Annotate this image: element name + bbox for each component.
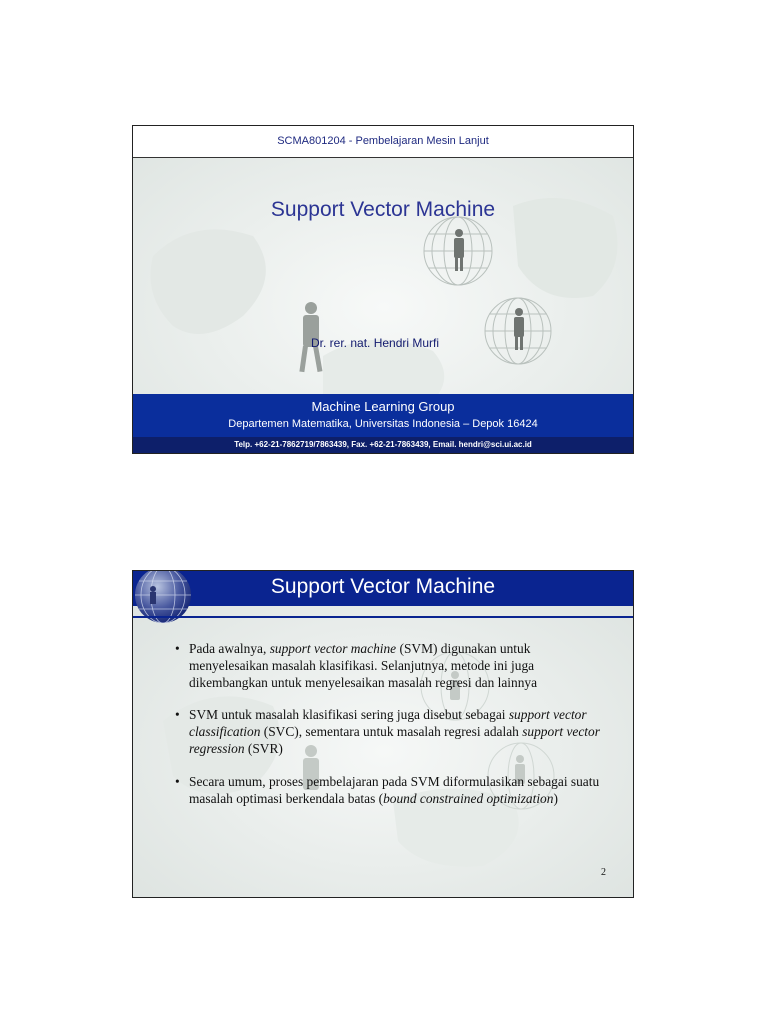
- bullet-italic-term: support vector classification: [189, 707, 587, 740]
- department-address: Departemen Matematika, Universitas Indonesia – Depok 16424: [228, 418, 538, 430]
- bullet-marker: •: [175, 773, 180, 789]
- page-number: 2: [601, 867, 606, 878]
- bullet-text: SVM untuk masalah klasifikasi sering juga disebut sebagai: [189, 707, 509, 723]
- bullet-text: ): [553, 790, 558, 806]
- header-divider: [133, 616, 633, 618]
- bullet-text: Secara umum, proses pembelajaran pada SVM diformulasikan sebagai suatu masalah optimasi berkendala batas (: [189, 773, 600, 806]
- bullet-marker: •: [175, 641, 180, 656]
- title-slide: [132, 125, 634, 454]
- course-header: SCMA801204 - Pembelajaran Mesin Lanjut: [133, 126, 633, 158]
- bullet-text: (SVM) digunakan untuk menyelesaikan masalah klasifikasi. Selanjutnya, metode ini juga dikembangkan untuk menyelesaikan masalah regresi dan lainnya: [189, 641, 538, 690]
- group-name: Machine Learning Group: [311, 399, 455, 414]
- bullet-italic-term: support vector machine: [269, 641, 397, 656]
- bullet-text: (SVR): [244, 740, 283, 756]
- content-slide: [132, 570, 634, 898]
- businessman-figure-icon: [454, 229, 464, 271]
- list-item: [175, 707, 605, 757]
- slide-title: Support Vector Machine: [270, 198, 496, 221]
- author-name: Dr. rer. nat. Hendri Murfi: [311, 336, 440, 350]
- slide-header-bar: [133, 571, 633, 606]
- slide-title: Support Vector Machine: [270, 575, 496, 598]
- list-item: [175, 641, 605, 691]
- footer-bar: [133, 394, 633, 453]
- bullet-italic-term: bound constrained optimization: [383, 790, 554, 806]
- list-item: [175, 774, 605, 808]
- bullet-text: Pada awalnya,: [189, 641, 270, 656]
- bullet-list: [175, 641, 605, 823]
- bullet-italic-term: support vector regression: [189, 724, 600, 756]
- bullet-text: (SVC), sementara untuk masalah regresi adalah: [260, 724, 523, 740]
- contact-info: Telp. +62-21-7862719/7863439, Fax. +62-21-7863439, Email. hendri@sci.ui.ac.id: [133, 437, 633, 453]
- bullet-marker: •: [175, 707, 180, 723]
